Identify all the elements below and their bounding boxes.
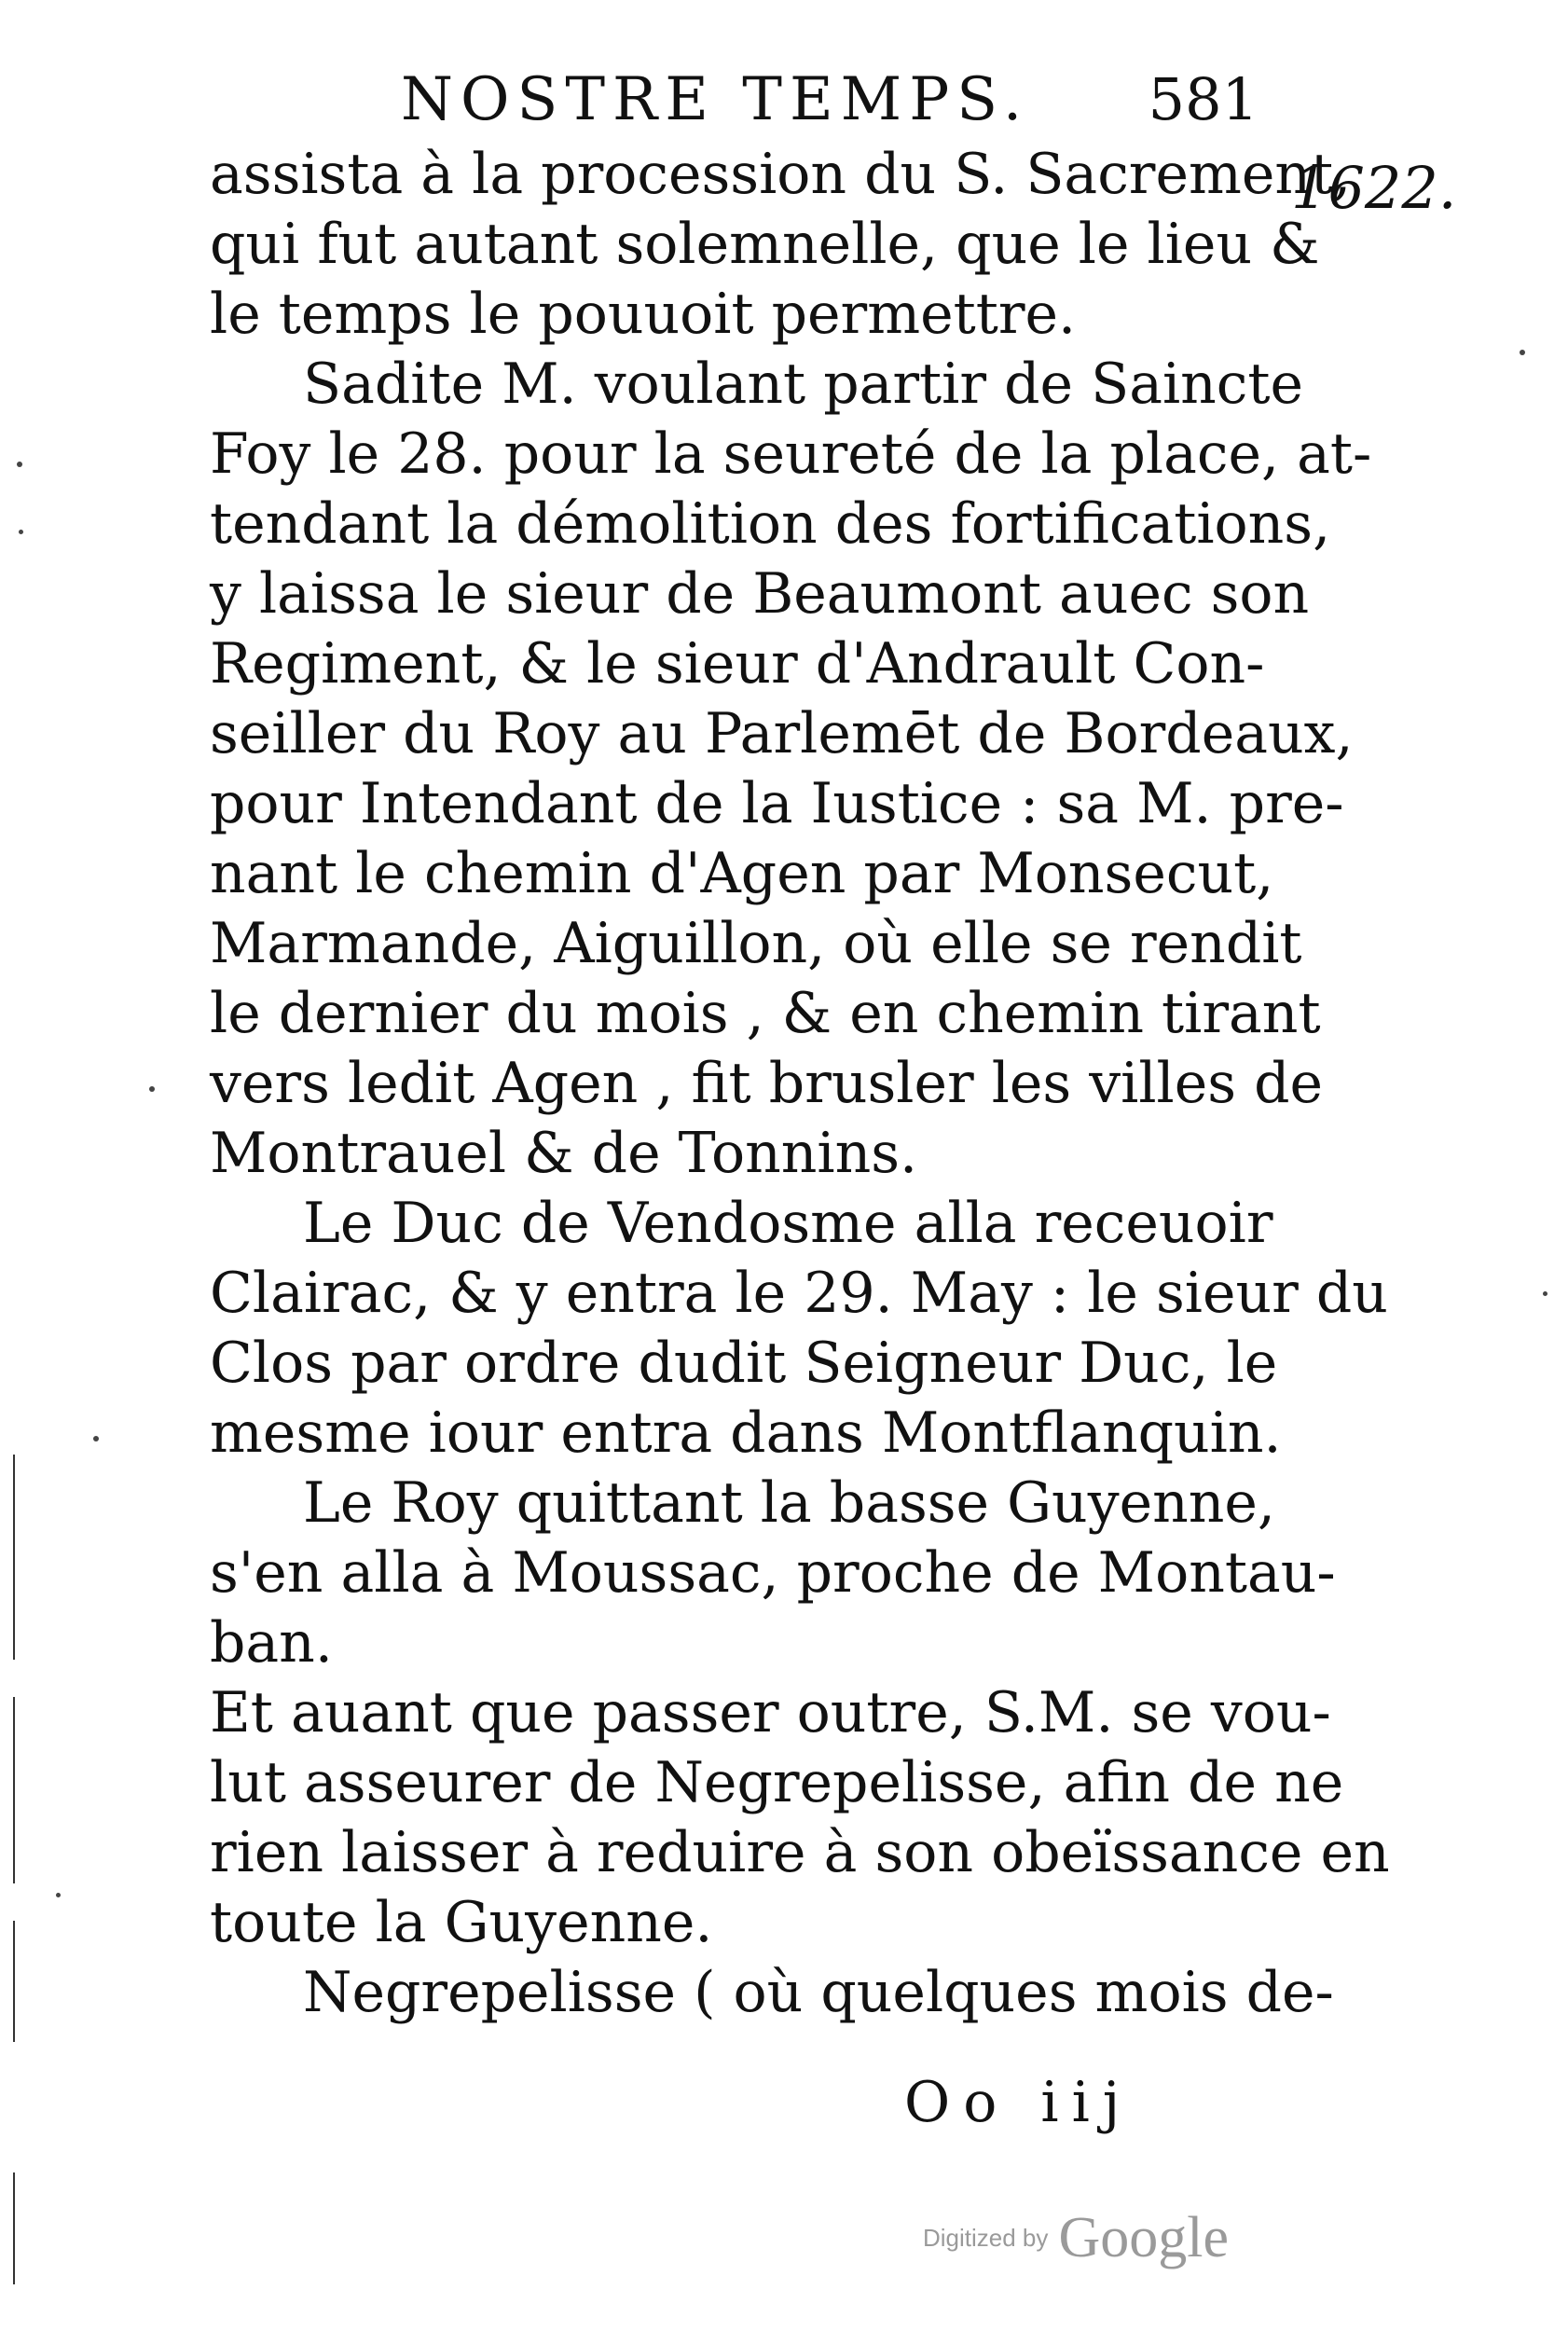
text-line: Et auant que passer outre, S.M. se vou- — [210, 1680, 1331, 1745]
text-line: vers ledit Agen , fit brusler les villes de — [210, 1051, 1324, 1116]
google-logo: Google — [1058, 2206, 1230, 2269]
running-head: NOSTRE TEMPS. — [401, 65, 1030, 134]
text-line: pour Intendant de la Iustice : sa M. pre- — [210, 771, 1344, 836]
page-edge-mark — [13, 1921, 15, 2042]
text-line: toute la Guyenne. — [210, 1890, 713, 1955]
ink-speck — [1520, 350, 1525, 355]
ink-speck — [1543, 1291, 1547, 1296]
ink-speck — [17, 462, 22, 467]
page-header — [214, 65, 1259, 140]
text-line: qui fut autant solemnelle, que le lieu & — [210, 212, 1320, 277]
ink-speck — [19, 530, 23, 534]
watermark-prefix: Digitized by — [923, 2224, 1049, 2252]
text-line: tendant la démolition des fortifications, — [210, 491, 1331, 557]
signature-mark: Oo iij — [904, 2070, 1134, 2135]
margin-year-note: 1622. — [1291, 154, 1457, 222]
text-line: Clairac, & y entra le 29. May : le sieur du — [210, 1261, 1388, 1326]
text-line: Le Duc de Vendosme alla receuoir — [303, 1191, 1273, 1256]
text-line: Sadite M. voulant partir de Saincte — [303, 352, 1304, 417]
page-number: 581 — [1148, 65, 1259, 133]
text-line: Foy le 28. pour la seureté de la place, at- — [210, 421, 1372, 487]
text-line: mesme iour entra dans Montflanquin. — [210, 1400, 1282, 1466]
ink-speck — [56, 1893, 61, 1897]
page-edge-mark — [13, 1455, 15, 1660]
text-line: seiller du Roy au Parlemēt de Bordeaux, — [210, 701, 1354, 766]
text-line: Marmande, Aiguillon, où elle se rendit — [210, 911, 1302, 976]
text-line: le temps le pouuoit permettre. — [210, 282, 1077, 347]
page-edge-mark — [13, 2172, 15, 2284]
text-line: Negrepelisse ( où quelques mois de- — [303, 1960, 1334, 2025]
text-line: s'en alla à Moussac, proche de Montau- — [210, 1540, 1336, 1606]
text-line: ban. — [210, 1610, 333, 1676]
text-line: Montrauel & de Tonnins. — [210, 1121, 918, 1186]
text-line: rien laisser à reduire à son obeïssance en — [210, 1820, 1390, 1885]
page-edge-mark — [13, 1697, 15, 1883]
google-watermark — [923, 2205, 1229, 2271]
text-line: y laissa le sieur de Beaumont auec son — [210, 561, 1310, 627]
ink-speck — [149, 1086, 155, 1092]
text-line: le dernier du mois , & en chemin tirant — [210, 981, 1321, 1046]
text-line: Clos par ordre dudit Seigneur Duc, le — [210, 1331, 1278, 1396]
text-line: assista à la procession du S. Sacrement, — [210, 142, 1352, 207]
text-line: Le Roy quittant la basse Guyenne, — [303, 1470, 1275, 1536]
ink-speck — [93, 1436, 99, 1441]
text-line: Regiment, & le sieur d'Andrault Con- — [210, 631, 1265, 697]
text-line: nant le chemin d'Agen par Monsecut, — [210, 841, 1274, 906]
text-line: lut asseurer de Negrepelisse, afin de ne — [210, 1750, 1344, 1815]
